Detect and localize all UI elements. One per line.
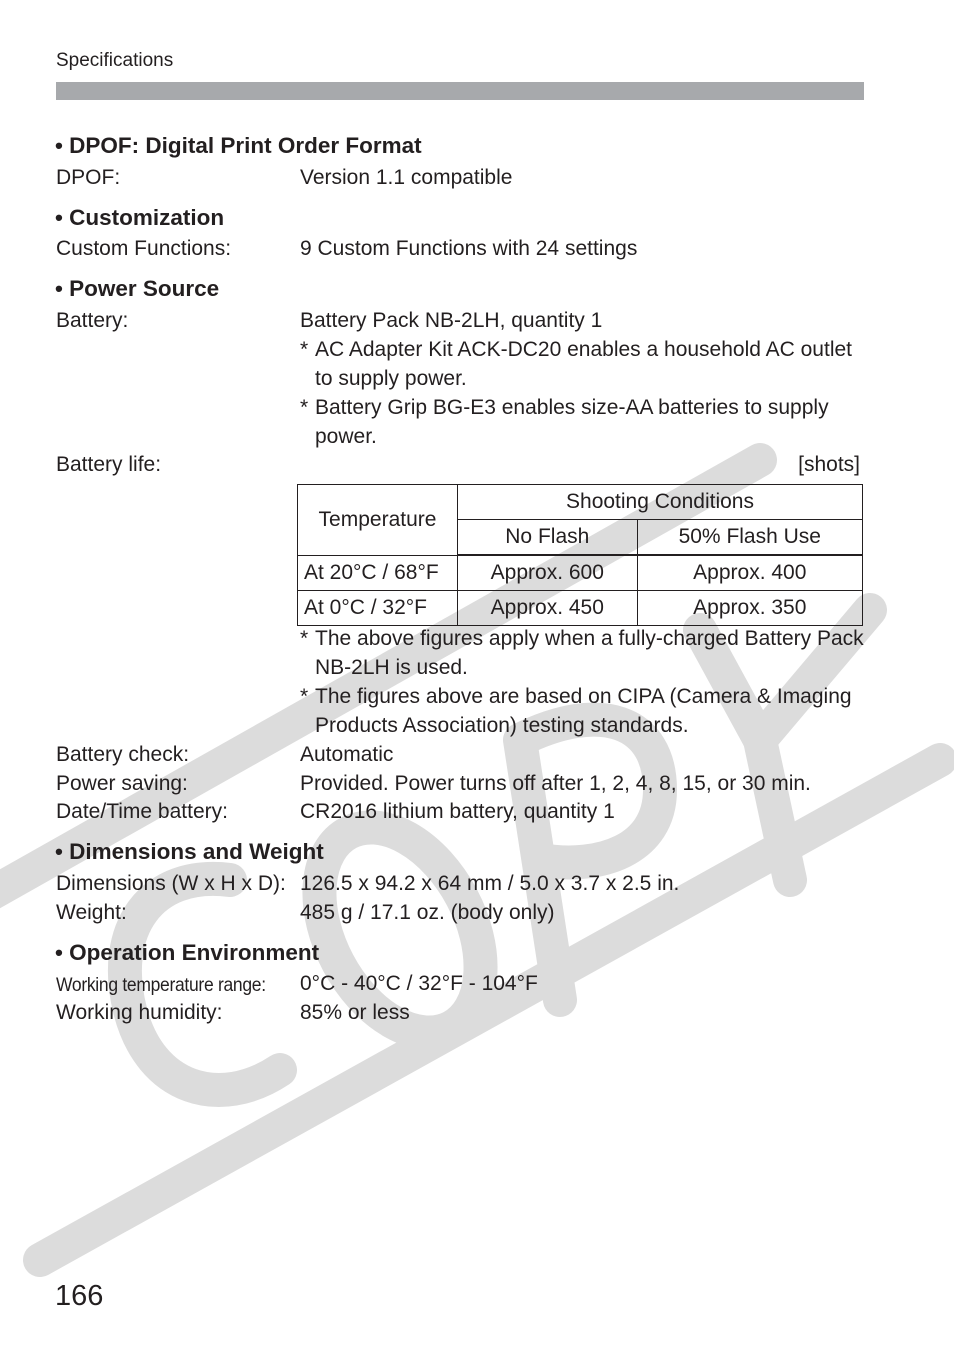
page-number: 166 [55, 1280, 104, 1312]
table-cell-flash-50: Approx. 350 [637, 591, 862, 626]
battery-note: * AC Adapter Kit ACK-DC20 enables a household AC outlet to supply power. [300, 338, 852, 390]
table-cell-temp: At 0°C / 32°F [298, 591, 458, 626]
battery-note: * Battery Grip BG-E3 enables size-AA batteries to supply power. [300, 396, 829, 448]
spec-label-battery-check: Battery check: [56, 743, 190, 766]
battery-life-unit: [shots] [798, 453, 860, 476]
spec-value-battery: Battery Pack NB-2LH, quantity 1 [300, 309, 603, 332]
header-rule [56, 82, 864, 100]
spec-label-battery: Battery: [56, 309, 129, 332]
spec-label-dpof: DPOF: [56, 166, 121, 189]
battery-life-note: * The figures above are based on CIPA (Camera & Imaging Products Association) testing standards. [300, 685, 852, 737]
table-header-shooting-conditions: Shooting Conditions [458, 485, 863, 520]
heading-dpof: • DPOF: Digital Print Order Format [55, 133, 422, 158]
spec-value-custom-functions: 9 Custom Functions with 24 settings [300, 237, 638, 260]
spec-label-power-saving: Power saving: [56, 772, 188, 795]
table-header-flash-50: 50% Flash Use [637, 520, 862, 556]
spec-value-weight: 485 g / 17.1 oz. (body only) [300, 901, 555, 924]
battery-life-note: * The above figures apply when a fully-charged Battery Pack NB-2LH is used. [300, 627, 864, 679]
spec-value-dpof: Version 1.1 compatible [300, 166, 513, 189]
spec-value-working-humidity: 85% or less [300, 1001, 410, 1024]
heading-dimensions-weight: • Dimensions and Weight [55, 839, 324, 864]
spec-value-dimensions: 126.5 x 94.2 x 64 mm / 5.0 x 3.7 x 2.5 in. [300, 872, 680, 895]
table-cell-temp: At 20°C / 68°F [298, 555, 458, 591]
spec-label-working-temperature: Working temperature range: [56, 973, 266, 996]
table-cell-no-flash: Approx. 450 [458, 591, 638, 626]
spec-label-dimensions: Dimensions (W x H x D): [56, 872, 286, 895]
spec-value-date-time-battery: CR2016 lithium battery, quantity 1 [300, 800, 615, 823]
table-cell-flash-50: Approx. 400 [637, 555, 862, 591]
spec-label-weight: Weight: [56, 901, 127, 924]
section-label: Specifications [56, 50, 174, 71]
heading-power-source: • Power Source [55, 276, 220, 301]
table-header-temperature: Temperature [298, 485, 458, 556]
heading-operation-environment: • Operation Environment [55, 940, 320, 965]
spec-value-battery-check: Automatic [300, 743, 394, 766]
heading-customization: • Customization [55, 205, 225, 230]
table-row [298, 555, 863, 591]
spec-label-custom-functions: Custom Functions: [56, 237, 232, 260]
table-cell-no-flash: Approx. 600 [458, 555, 638, 591]
table-header-no-flash: No Flash [458, 520, 638, 556]
battery-life-table [297, 484, 863, 626]
spec-label-battery-life: Battery life: [56, 453, 162, 476]
table-row [298, 591, 863, 626]
spec-label-working-humidity: Working humidity: [56, 1001, 223, 1024]
spec-value-power-saving: Provided. Power turns off after 1, 2, 4, 8, 15, or 30 min. [300, 772, 811, 795]
spec-value-working-temperature: 0°C - 40°C / 32°F - 104°F [300, 972, 538, 995]
spec-label-date-time-battery: Date/Time battery: [56, 800, 228, 823]
